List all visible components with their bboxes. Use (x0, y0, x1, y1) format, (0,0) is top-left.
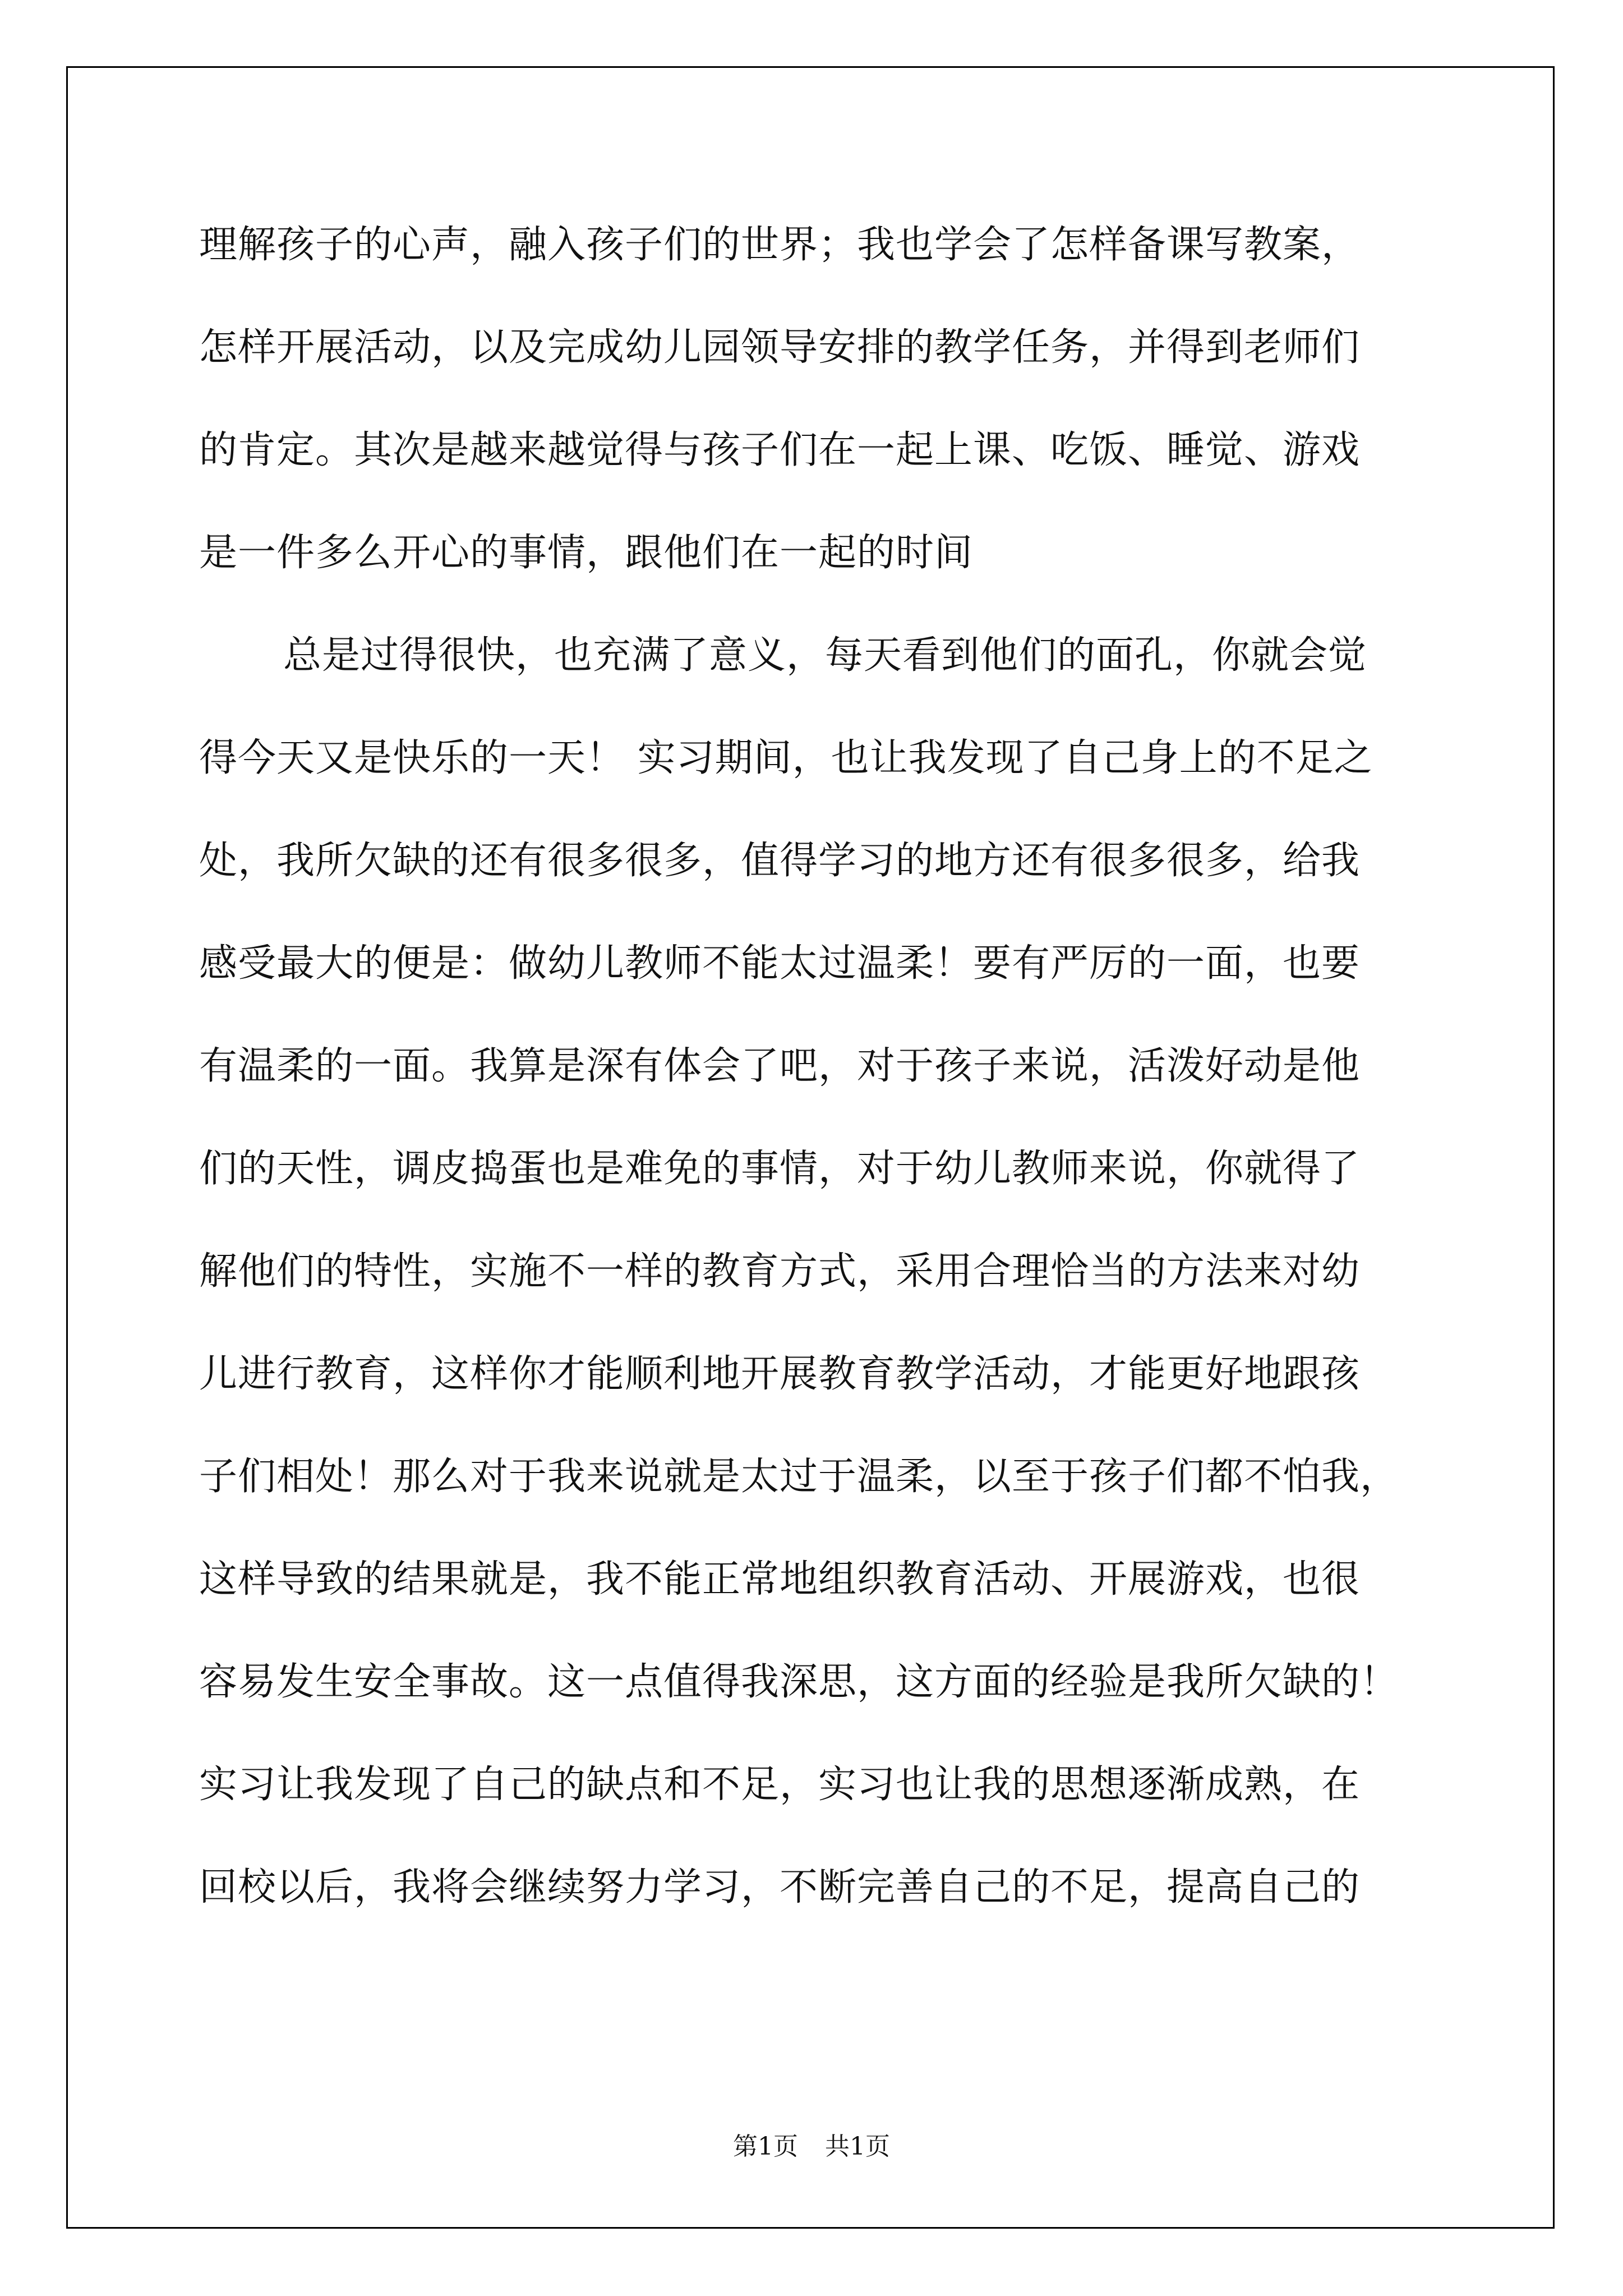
page-number: 第1页 (733, 2132, 798, 2161)
text-line-3: 的肯定。其次是越来越觉得与孩子们在一起上课、吃饭、睡觉、游戏 (199, 428, 1361, 472)
text-line-8: 感受最大的便是：做幼儿教师不能太过温柔！要有严厉的一面，也要 (199, 941, 1361, 986)
text-line-14: 这样导致的结果就是，我不能正常地组织教育活动、开展游戏，也很 (199, 1557, 1361, 1602)
text-line-1: 理解孩子的心声，融入孩子们的世界；我也学会了怎样备课写教案， (199, 223, 1361, 267)
text-line-10: 们的天性，调皮捣蛋也是难免的事情，对于幼儿教师来说，你就得了 (199, 1147, 1361, 1191)
body-text (199, 194, 1433, 1939)
text-line-6: 得今天又是快乐的一天！ 实习期间，也让我发现了自己身上的不足之 (199, 736, 1373, 780)
page-total: 共1页 (825, 2132, 890, 2161)
text-line-4: 是一件多么开心的事情，跟他们在一起的时间 (199, 531, 974, 575)
text-line-17: 回校以后，我将会继续努力学习，不断完善自己的不足，提高自己的 (199, 1865, 1361, 1910)
text-line-16: 实习让我发现了自己的缺点和不足，实习也让我的思想逐渐成熟，在 (199, 1763, 1361, 1807)
text-line-13: 子们相处！那么对于我来说就是太过于温柔，以至于孩子们都不怕我， (199, 1455, 1399, 1499)
text-line-9: 有温柔的一面。我算是深有体会了吧，对于孩子来说，活泼好动是他 (199, 1044, 1361, 1088)
text-line-11: 解他们的特性，实施不一样的教育方式，采用合理恰当的方法来对幼 (199, 1249, 1361, 1294)
text-line-5: 总是过得很快，也充满了意义，每天看到他们的面孔，你就会觉 (283, 633, 1367, 678)
text-line-2: 怎样开展活动，以及完成幼儿园领导安排的教学任务，并得到老师们 (199, 325, 1361, 370)
text-line-7: 处，我所欠缺的还有很多很多，值得学习的地方还有很多很多，给我 (199, 839, 1361, 883)
page-footer (0, 2126, 1623, 2162)
text-line-12: 儿进行教育，这样你才能顺利地开展教育教学活动，才能更好地跟孩 (199, 1352, 1361, 1396)
text-line-15: 容易发生安全事故。这一点值得我深思，这方面的经验是我所欠缺的！ (199, 1660, 1399, 1704)
